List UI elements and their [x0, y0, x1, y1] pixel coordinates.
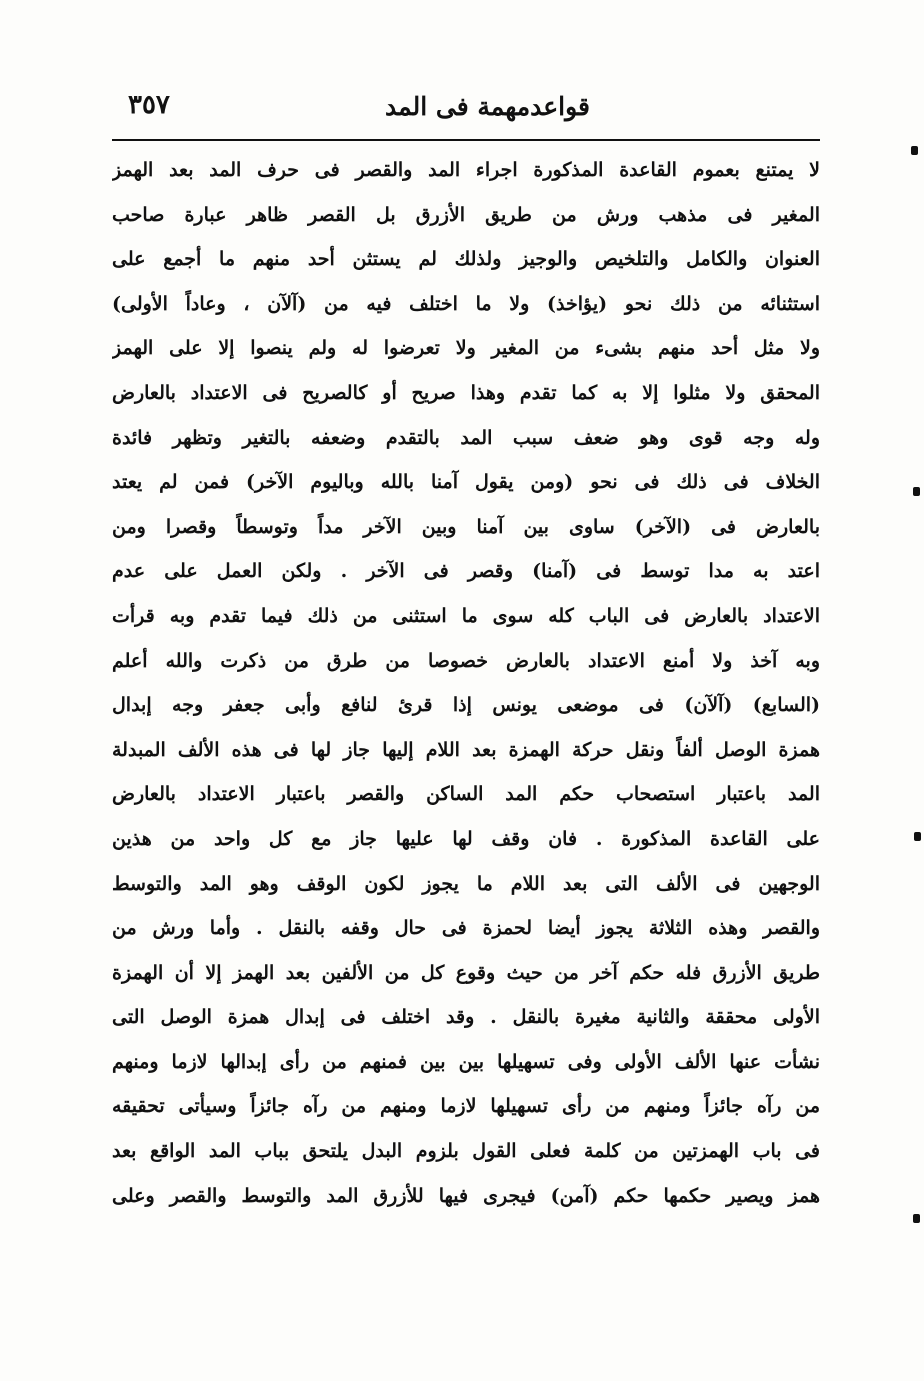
text-line: الأولى محققة والثانية مغيرة بالنقل . وقد اختلف فى إبدال همزة الوصل التى [112, 1006, 820, 1029]
text-line: المغير فى مذهب ورش من طريق الأزرق بل القصر ظاهر عبارة صاحب [112, 203, 820, 226]
page-header [108, 88, 820, 136]
text-line: همزة الوصل ألفاً ونقل حركة الهمزة بعد اللام إليها جاز لها فى هذه الألف المبدلة [112, 738, 820, 761]
margin-mark [914, 832, 921, 841]
text-line: والقصر وهذه الثلاثة يجوز أيضا لحمزة فى حال وقفه بالنقل . وأما ورش من [112, 917, 820, 940]
text-line: استثنائه من ذلك نحو (يؤاخذ) ولا ما اختلف فيه من (آلآن ، وعاداً الأولى) [112, 292, 820, 315]
text-line: من رآه جائزاً ومنهم من رأى تسهيلها لازما ومنهم من رآه جائزاً وسيأتى تحقيقه [112, 1095, 820, 1118]
text-line: المد باعتبار استصحاب حكم المد الساكن والقصر باعتبار الاعتداد بالعارض [112, 783, 820, 806]
text-line: وبه آخذ ولا أمنع الاعتداد بالعارض خصوصا من طرق من ذكرت والله أعلم [112, 649, 820, 672]
text-line: بالعارض فى (الآخر) ساوى بين آمنا وبين الآخر مداً وتوسطاً وقصرا ومن [112, 515, 820, 538]
text-line: الخلاف فى ذلك فى نحو (ومن يقول آمنا بالله وباليوم الآخر) فمن لم يعتد [112, 471, 820, 494]
text-line: العنوان والكامل والتلخيص والوجيز ولذلك لم يستثن أحد منهم ما أجمع على [112, 248, 820, 271]
margin-mark [911, 146, 918, 155]
running-title: قواعدمهمة فى المد [385, 92, 590, 121]
margin-mark [913, 487, 920, 496]
text-line: وله وجه قوى وهو ضعف سبب المد بالتقدم وضعفه بالتغير وتظهر فائدة [112, 426, 820, 449]
text-line: لا يمتنع بعموم القاعدة المذكورة اجراء المد والقصر فى حرف المد بعد الهمز [112, 159, 820, 181]
body-text [112, 148, 820, 1218]
margin-mark [913, 1214, 920, 1223]
text-line: (السابع) (آلآن) فى موضعى يونس إذا قرئ لنافع وأبى جعفر وجه إبدال [112, 694, 820, 717]
header-rule [112, 139, 820, 141]
text-line: طريق الأزرق فله حكم آخر من حيث وقوع كل من الألفين بعد الهمز إلا أن الهمزة [112, 961, 820, 984]
text-line: ولا مثل أحد منهم بشىء من المغير ولا تعرضوا له ولم ينصوا إلا على الهمز [112, 337, 820, 360]
text-line: نشأت عنها الألف الأولى وفى تسهيلها بين بين فمنهم من رأى إبدالها لازما ومنهم [112, 1050, 820, 1073]
text-line: المحقق ولا مثلوا إلا به كما تقدم وهذا صريح أو كالصريح فى الاعتداد بالعارض [112, 381, 820, 404]
text-line: فى باب الهمزتين من كلمة فعلى القول بلزوم البدل يلتحق بباب المد الواقع بعد [112, 1140, 820, 1163]
text-line: على القاعدة المذكورة . فان وقف لها عليها جاز مع كل واحد من هذين [112, 827, 820, 850]
text-line: الاعتداد بالعارض فى الباب كله سوى ما استثنى من ذلك فيما تقدم وبه قرأت [112, 604, 820, 627]
text-line: الوجهين فى الألف التى بعد اللام ما يجوز لكون الوقف وهو المد والتوسط [112, 872, 820, 895]
text-line: همز ويصير حكمها حكم (آمن) فيجرى فيها للأزرق المد والتوسط والقصر وعلى [112, 1184, 820, 1207]
page-number: ٣٥٧ [128, 90, 170, 120]
text-line: اعتد به مدا توسط فى (آمنا) وقصر فى الآخر . ولكن العمل على عدم [112, 560, 820, 583]
